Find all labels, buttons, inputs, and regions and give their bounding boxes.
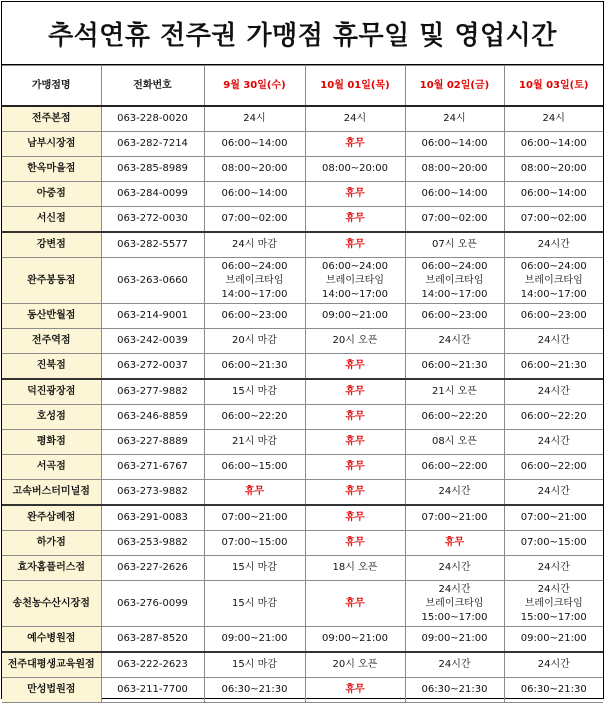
phone-cell: 063-276-0099 <box>101 581 204 627</box>
hours-cell: 24시간 브레이크타임 15:00~17:00 <box>405 581 504 627</box>
col-header-oct01: 10월 01일(목) <box>305 66 405 107</box>
phone-cell: 063-222-2623 <box>101 652 204 678</box>
store-name-cell: 전주역점 <box>2 329 101 354</box>
hours-cell: 06:00~14:00 <box>504 182 603 207</box>
hours-cell: 휴무 <box>305 531 405 556</box>
hours-cell: 휴무 <box>305 480 405 506</box>
phone-cell: 063-263-0660 <box>101 258 204 304</box>
hours-cell: 24시 <box>504 106 603 132</box>
table-row <box>2 106 603 132</box>
hours-cell: 09:00~21:00 <box>305 304 405 329</box>
phone-cell: 063-246-8859 <box>101 405 204 430</box>
table-row <box>2 379 603 405</box>
store-name-cell: 한옥마을점 <box>2 157 101 182</box>
table-row <box>2 480 603 506</box>
store-name-cell: 남부시장점 <box>2 132 101 157</box>
hours-cell: 06:00~21:30 <box>204 354 305 380</box>
hours-cell: 08시 오픈 <box>405 430 504 455</box>
hours-cell: 15시 마감 <box>204 652 305 678</box>
table-row <box>2 207 603 233</box>
hours-cell: 08:00~20:00 <box>405 157 504 182</box>
store-name-cell: 서신점 <box>2 207 101 233</box>
hours-cell: 08:00~20:00 <box>504 157 603 182</box>
store-name-cell: 동산반월점 <box>2 304 101 329</box>
hours-cell: 20시 마감 <box>204 329 305 354</box>
col-header-oct02: 10월 02일(금) <box>405 66 504 107</box>
hours-cell: 21시 마감 <box>204 430 305 455</box>
hours-cell: 07:00~15:00 <box>504 531 603 556</box>
store-name-cell: 전주본점 <box>2 106 101 132</box>
hours-cell: 06:30~21:30 <box>204 678 305 703</box>
hours-cell: 24시 <box>204 106 305 132</box>
table-row <box>2 556 603 581</box>
phone-cell: 063-272-0030 <box>101 207 204 233</box>
store-name-cell: 고속버스터미널점 <box>2 480 101 506</box>
hours-cell: 06:00~22:20 <box>405 405 504 430</box>
hours-cell: 18시 오픈 <box>305 556 405 581</box>
hours-cell: 15시 마감 <box>204 556 305 581</box>
hours-cell: 06:00~14:00 <box>204 132 305 157</box>
store-name-cell: 완주봉동점 <box>2 258 101 304</box>
phone-cell: 063-273-9882 <box>101 480 204 506</box>
hours-cell: 24시 <box>405 106 504 132</box>
page-title: 추석연휴 전주권 가맹점 휴무일 및 영업시간 <box>2 2 603 65</box>
hours-cell: 06:00~22:20 <box>504 405 603 430</box>
hours-cell: 24시간 <box>504 379 603 405</box>
phone-cell: 063-272-0037 <box>101 354 204 380</box>
hours-cell: 08:00~20:00 <box>305 157 405 182</box>
hours-cell: 20시 오픈 <box>305 652 405 678</box>
table-row <box>2 678 603 703</box>
hours-cell: 24시간 <box>405 556 504 581</box>
store-hours-table <box>2 65 603 703</box>
table-row <box>2 182 603 207</box>
hours-cell: 24시간 <box>504 652 603 678</box>
phone-cell: 063-271-6767 <box>101 455 204 480</box>
table-row <box>2 430 603 455</box>
hours-cell: 06:00~24:00 브레이크타임 14:00~17:00 <box>204 258 305 304</box>
hours-cell: 06:00~23:00 <box>504 304 603 329</box>
hours-cell: 07시 오픈 <box>405 232 504 258</box>
hours-cell: 15시 마감 <box>204 379 305 405</box>
hours-cell: 24시간 브레이크타임 15:00~17:00 <box>504 581 603 627</box>
phone-cell: 063-285-8989 <box>101 157 204 182</box>
hours-cell: 휴무 <box>305 505 405 531</box>
hours-cell: 24시간 <box>504 329 603 354</box>
hours-cell: 21시 오픈 <box>405 379 504 405</box>
phone-cell: 063-242-0039 <box>101 329 204 354</box>
store-name-cell: 효자홈플러스점 <box>2 556 101 581</box>
hours-cell: 휴무 <box>305 581 405 627</box>
hours-cell: 09:00~21:00 <box>504 627 603 653</box>
hours-cell: 휴무 <box>305 132 405 157</box>
table-row <box>2 505 603 531</box>
phone-cell: 063-214-9001 <box>101 304 204 329</box>
phone-cell: 063-227-2626 <box>101 556 204 581</box>
hours-cell: 휴무 <box>204 480 305 506</box>
store-name-cell: 진북점 <box>2 354 101 380</box>
phone-cell: 063-291-0083 <box>101 505 204 531</box>
phone-cell: 063-253-9882 <box>101 531 204 556</box>
table-row <box>2 132 603 157</box>
hours-cell: 휴무 <box>305 379 405 405</box>
hours-cell: 24시간 <box>504 480 603 506</box>
hours-cell: 07:00~21:00 <box>504 505 603 531</box>
hours-cell: 24시간 <box>504 232 603 258</box>
hours-cell: 휴무 <box>305 455 405 480</box>
table-row <box>2 627 603 653</box>
hours-cell: 07:00~02:00 <box>504 207 603 233</box>
hours-cell: 휴무 <box>305 354 405 380</box>
phone-cell: 063-282-5577 <box>101 232 204 258</box>
store-name-cell: 만성법원점 <box>2 678 101 703</box>
store-name-cell: 완주삼례점 <box>2 505 101 531</box>
hours-cell: 06:00~15:00 <box>204 455 305 480</box>
col-header-store: 가맹점명 <box>2 66 101 107</box>
table-row <box>2 329 603 354</box>
store-name-cell: 평화점 <box>2 430 101 455</box>
hours-cell: 휴무 <box>305 182 405 207</box>
phone-cell: 063-211-7700 <box>101 678 204 703</box>
store-name-cell: 강변점 <box>2 232 101 258</box>
header-row <box>2 66 603 107</box>
hours-cell: 06:00~23:00 <box>405 304 504 329</box>
hours-cell: 24시 마감 <box>204 232 305 258</box>
col-header-phone: 전화번호 <box>101 66 204 107</box>
store-name-cell: 호성점 <box>2 405 101 430</box>
hours-cell: 06:00~14:00 <box>405 182 504 207</box>
col-header-sep30: 9월 30일(수) <box>204 66 305 107</box>
hours-cell: 20시 오픈 <box>305 329 405 354</box>
hours-cell: 07:00~02:00 <box>405 207 504 233</box>
table-row <box>2 531 603 556</box>
hours-cell: 06:00~14:00 <box>204 182 305 207</box>
table-row <box>2 232 603 258</box>
col-header-oct03: 10월 03일(토) <box>504 66 603 107</box>
hours-cell: 휴무 <box>305 232 405 258</box>
hours-cell: 24시 <box>305 106 405 132</box>
hours-cell: 09:00~21:00 <box>405 627 504 653</box>
hours-cell: 07:00~02:00 <box>204 207 305 233</box>
phone-cell: 063-284-0099 <box>101 182 204 207</box>
hours-cell: 06:00~24:00 브레이크타임 14:00~17:00 <box>504 258 603 304</box>
table-row <box>2 354 603 380</box>
table-row <box>2 455 603 480</box>
schedule-sheet <box>1 1 604 699</box>
hours-cell: 24시간 <box>504 556 603 581</box>
phone-cell: 063-282-7214 <box>101 132 204 157</box>
phone-cell: 063-228-0020 <box>101 106 204 132</box>
hours-cell: 06:00~22:20 <box>204 405 305 430</box>
hours-cell: 휴무 <box>305 405 405 430</box>
hours-cell: 06:00~21:30 <box>405 354 504 380</box>
phone-cell: 063-277-9882 <box>101 379 204 405</box>
store-name-cell: 전주대평생교육원점 <box>2 652 101 678</box>
table-row <box>2 157 603 182</box>
hours-cell: 06:00~22:00 <box>405 455 504 480</box>
hours-cell: 휴무 <box>305 430 405 455</box>
store-name-cell: 아중점 <box>2 182 101 207</box>
hours-cell: 06:00~14:00 <box>405 132 504 157</box>
hours-cell: 06:00~21:30 <box>504 354 603 380</box>
table-row <box>2 258 603 304</box>
store-name-cell: 예수병원점 <box>2 627 101 653</box>
hours-cell: 09:00~21:00 <box>305 627 405 653</box>
hours-cell: 24시간 <box>504 430 603 455</box>
hours-cell: 06:00~14:00 <box>504 132 603 157</box>
hours-cell: 휴무 <box>305 678 405 703</box>
table-row <box>2 405 603 430</box>
hours-cell: 06:30~21:30 <box>504 678 603 703</box>
hours-cell: 06:00~24:00 브레이크타임 14:00~17:00 <box>405 258 504 304</box>
phone-cell: 063-287-8520 <box>101 627 204 653</box>
store-name-cell: 서곡점 <box>2 455 101 480</box>
hours-cell: 09:00~21:00 <box>204 627 305 653</box>
hours-cell: 06:30~21:30 <box>405 678 504 703</box>
table-row <box>2 652 603 678</box>
hours-cell: 24시간 <box>405 329 504 354</box>
table-row <box>2 304 603 329</box>
hours-cell: 휴무 <box>405 531 504 556</box>
hours-cell: 15시 마감 <box>204 581 305 627</box>
hours-cell: 07:00~15:00 <box>204 531 305 556</box>
hours-cell: 24시간 <box>405 480 504 506</box>
store-name-cell: 하가점 <box>2 531 101 556</box>
store-name-cell: 송천농수산시장점 <box>2 581 101 627</box>
hours-cell: 06:00~22:00 <box>504 455 603 480</box>
hours-cell: 06:00~23:00 <box>204 304 305 329</box>
hours-cell: 휴무 <box>305 207 405 233</box>
hours-cell: 08:00~20:00 <box>204 157 305 182</box>
hours-cell: 07:00~21:00 <box>204 505 305 531</box>
store-name-cell: 덕진광장점 <box>2 379 101 405</box>
phone-cell: 063-227-8889 <box>101 430 204 455</box>
hours-cell: 07:00~21:00 <box>405 505 504 531</box>
hours-cell: 24시간 <box>405 652 504 678</box>
hours-cell: 06:00~24:00 브레이크타임 14:00~17:00 <box>305 258 405 304</box>
table-row <box>2 581 603 627</box>
